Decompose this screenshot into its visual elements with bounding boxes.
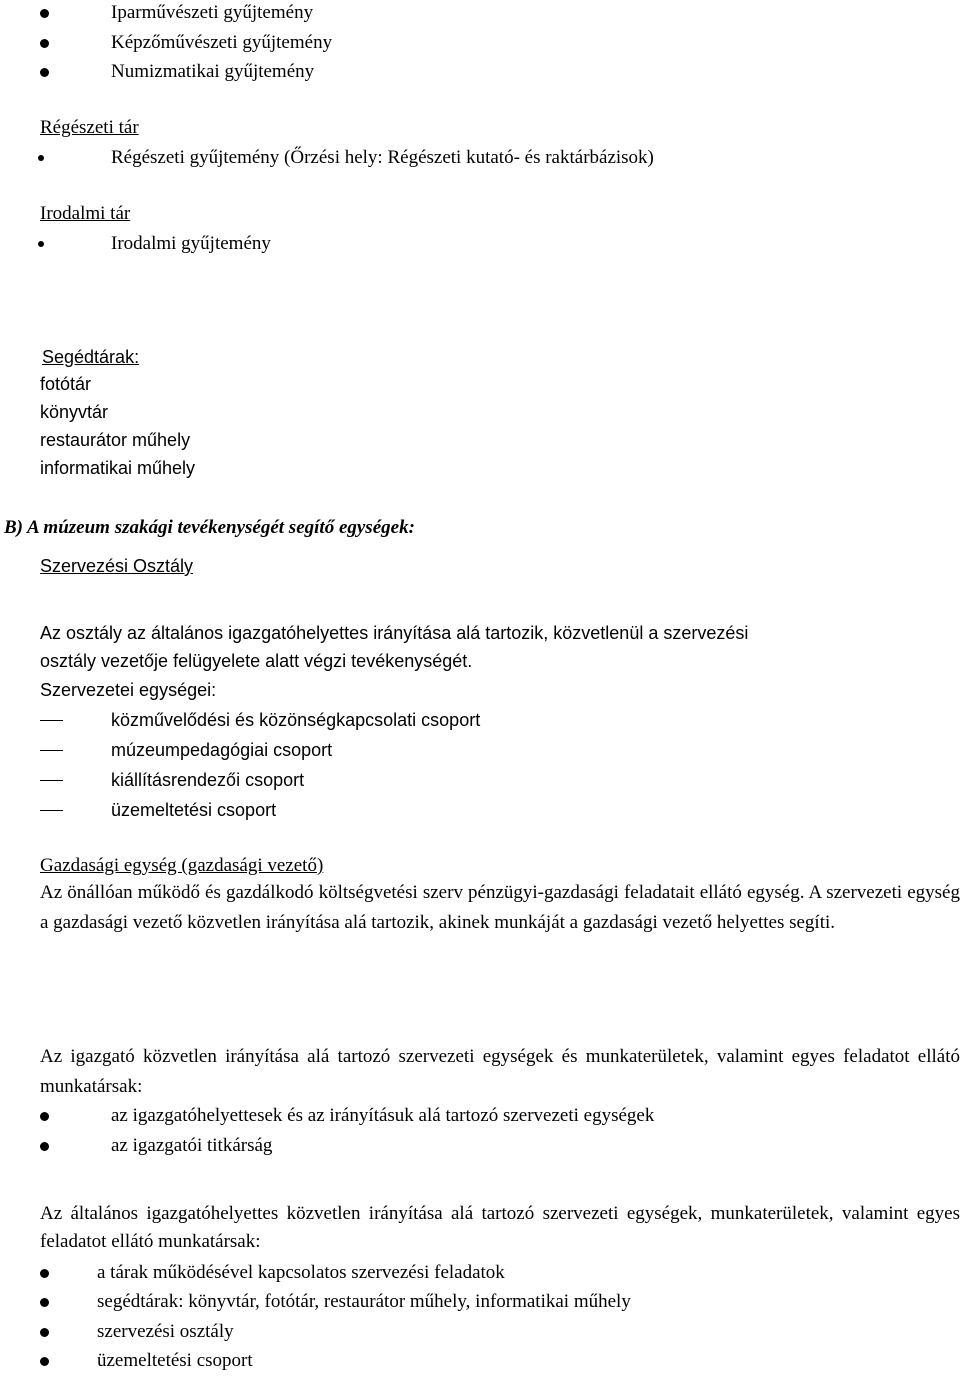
bullet-icon <box>40 9 49 18</box>
altalanos-item: segédtárak: könyvtár, fotótár, restaurátor műhely, informatikai műhely <box>97 1291 631 1312</box>
igazgato-item: az igazgatóhelyettesek és az irányításuk alá tartozó szervezeti egységek <box>111 1105 655 1126</box>
gazdasagi-paragraph: Az önállóan működő és gazdálkodó költségvetési szerv pénzügyi-gazdasági feladatait ellátó egység. A szervezeti egység a gazdasági vezető közvetlen irányítása alá tartozik, akinek munkáját a gazdasági vezető helyettes segíti. <box>40 882 960 933</box>
segedtar-item: könyvtár <box>40 402 109 422</box>
dash-icon <box>40 750 63 751</box>
gazdasagi-heading: Gazdasági egység (gazdasági vezető) <box>40 855 324 876</box>
collection-label: Numizmatikai gyűjtemény <box>111 61 315 82</box>
altalanos-paragraph: Az általános igazgatóhelyettes közvetlen irányítása alá tartozó szervezeti egységek, munkaterületek, valamint egyes feladatot ellátó munkatársak: <box>40 1203 960 1252</box>
bullet-icon <box>40 1298 49 1307</box>
bullet-icon <box>40 1357 49 1366</box>
bullet-icon <box>38 241 44 247</box>
altalanos-item: a tárak működésével kapcsolatos szervezési feladatok <box>97 1262 505 1283</box>
regeszeti-item: Régészeti gyűjtemény (Őrzési hely: Régészeti kutató- és raktárbázisok) <box>111 147 654 168</box>
szervezesi-paragraph-line: Az osztály az általános igazgatóhelyettes irányítása alá tartozik, közvetlenül a szervezési <box>40 623 749 643</box>
unit-label: kiállításrendezői csoport <box>111 770 305 790</box>
bullet-icon <box>40 1269 49 1278</box>
collection-label: Képzőművészeti gyűjtemény <box>111 32 333 53</box>
bullet-icon <box>40 68 49 77</box>
bullet-icon <box>40 39 49 48</box>
units-label: Szervezetei egységei: <box>40 680 217 700</box>
unit-label: közművelődési és közönségkapcsolati csoport <box>111 710 481 730</box>
segedtar-item: restaurátor műhely <box>40 430 191 450</box>
dash-icon <box>40 810 63 811</box>
bullet-icon <box>40 1328 49 1337</box>
collection-label: Iparművészeti gyűjtemény <box>111 2 314 23</box>
igazgato-paragraph: Az igazgató közvetlen irányítása alá tartozó szervezeti egységek és munkaterületek, valamint egyes feladatot ellátó munkatársak: <box>40 1046 960 1097</box>
regeszeti-heading: Régészeti tár <box>40 117 139 138</box>
altalanos-item: üzemeltetési csoport <box>97 1350 253 1371</box>
irodalmi-heading: Irodalmi tár <box>40 203 131 224</box>
dash-icon <box>40 780 63 781</box>
bullet-icon <box>38 155 44 161</box>
section-b-heading: B) A múzeum szakági tevékenységét segítő egységek: <box>4 517 415 538</box>
bullet-icon <box>40 1142 49 1151</box>
szervezesi-heading: Szervezési Osztály <box>40 556 194 576</box>
szervezesi-paragraph-line: osztály vezetője felügyelete alatt végzi tevékenységét. <box>40 651 473 671</box>
segedtar-item: fotótár <box>40 374 92 394</box>
irodalmi-item: Irodalmi gyűjtemény <box>111 233 271 254</box>
altalanos-item: szervezési osztály <box>97 1321 234 1342</box>
bullet-icon <box>40 1112 49 1121</box>
segedtar-item: informatikai műhely <box>40 458 196 478</box>
igazgato-item: az igazgatói titkárság <box>111 1135 273 1156</box>
unit-label: múzeumpedagógiai csoport <box>111 740 333 760</box>
segedtarak-heading: Segédtárak: <box>42 347 140 367</box>
dash-icon <box>40 720 63 721</box>
unit-label: üzemeltetési csoport <box>111 800 277 820</box>
